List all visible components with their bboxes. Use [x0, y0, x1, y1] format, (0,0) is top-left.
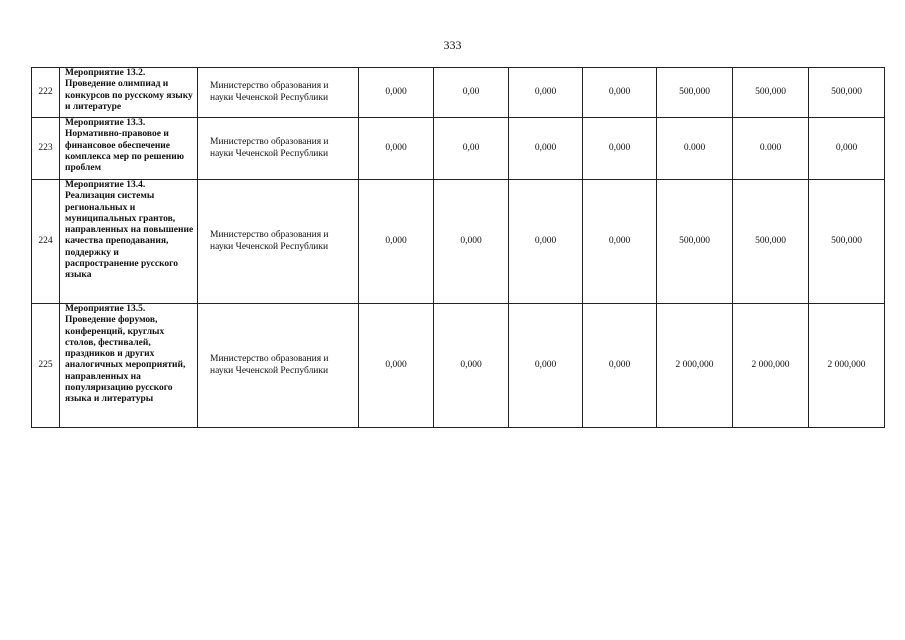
amount-cell: 500,000	[809, 68, 885, 118]
amount-cell: 0,000	[583, 118, 657, 180]
amount-cell: 0,000	[509, 118, 583, 180]
activity-name: Мероприятие 13.2. Проведение олимпиад и конкурсов по русскому языку и литературе	[60, 68, 198, 118]
row-number: 224	[32, 180, 60, 304]
amount-cell: 0,000	[359, 118, 434, 180]
executor-cell: Министерство образования и науки Чеченской Республики	[198, 304, 359, 428]
amount-cell: 2 000,000	[809, 304, 885, 428]
activity-name: Мероприятие 13.5. Проведение форумов, конференций, круглых столов, фестивалей, праздников и других аналогичных мероприятий, направленных на популяризацию русского языка и литературы	[60, 304, 198, 428]
amount-cell: 0.000	[657, 118, 733, 180]
page-number: 333	[443, 38, 462, 52]
table-row	[32, 180, 885, 304]
amount-cell: 0,000	[359, 68, 434, 118]
amount-cell: 500,000	[733, 68, 809, 118]
table-row	[32, 118, 885, 180]
table-row	[32, 68, 885, 118]
executor-cell: Министерство образования и науки Чеченской Республики	[198, 118, 359, 180]
amount-cell: 0,000	[583, 304, 657, 428]
executor-cell: Министерство образования и науки Чеченской Республики	[198, 68, 359, 118]
amount-cell: 500,000	[809, 180, 885, 304]
amount-cell: 0,000	[509, 68, 583, 118]
activity-name: Мероприятие 13.4. Реализация системы региональных и муниципальных грантов, направленных на повышение качества преподавания, поддержку и распространение русского языка	[60, 180, 198, 304]
amount-cell: 0,000	[359, 304, 434, 428]
amount-cell: 0,000	[359, 180, 434, 304]
amount-cell: 500,000	[657, 68, 733, 118]
amount-cell: 2 000,000	[657, 304, 733, 428]
row-number: 225	[32, 304, 60, 428]
amount-cell: 0,000	[509, 304, 583, 428]
row-number: 223	[32, 118, 60, 180]
row-number: 222	[32, 68, 60, 118]
amount-cell: 0.000	[733, 118, 809, 180]
program-activities-table	[31, 67, 885, 428]
amount-cell: 0,000	[434, 304, 509, 428]
amount-cell: 0,00	[434, 118, 509, 180]
amount-cell: 0,000	[809, 118, 885, 180]
amount-cell: 500,000	[733, 180, 809, 304]
table-row	[32, 304, 885, 428]
amount-cell: 500,000	[657, 180, 733, 304]
executor-cell: Министерство образования и науки Чеченской Республики	[198, 180, 359, 304]
activity-name: Мероприятие 13.3. Нормативно-правовое и финансовое обеспечение комплекса мер по решению проблем	[60, 118, 198, 180]
amount-cell: 0,000	[509, 180, 583, 304]
amount-cell: 2 000,000	[733, 304, 809, 428]
amount-cell: 0,000	[583, 68, 657, 118]
amount-cell: 0,000	[583, 180, 657, 304]
amount-cell: 0,000	[434, 180, 509, 304]
amount-cell: 0,00	[434, 68, 509, 118]
